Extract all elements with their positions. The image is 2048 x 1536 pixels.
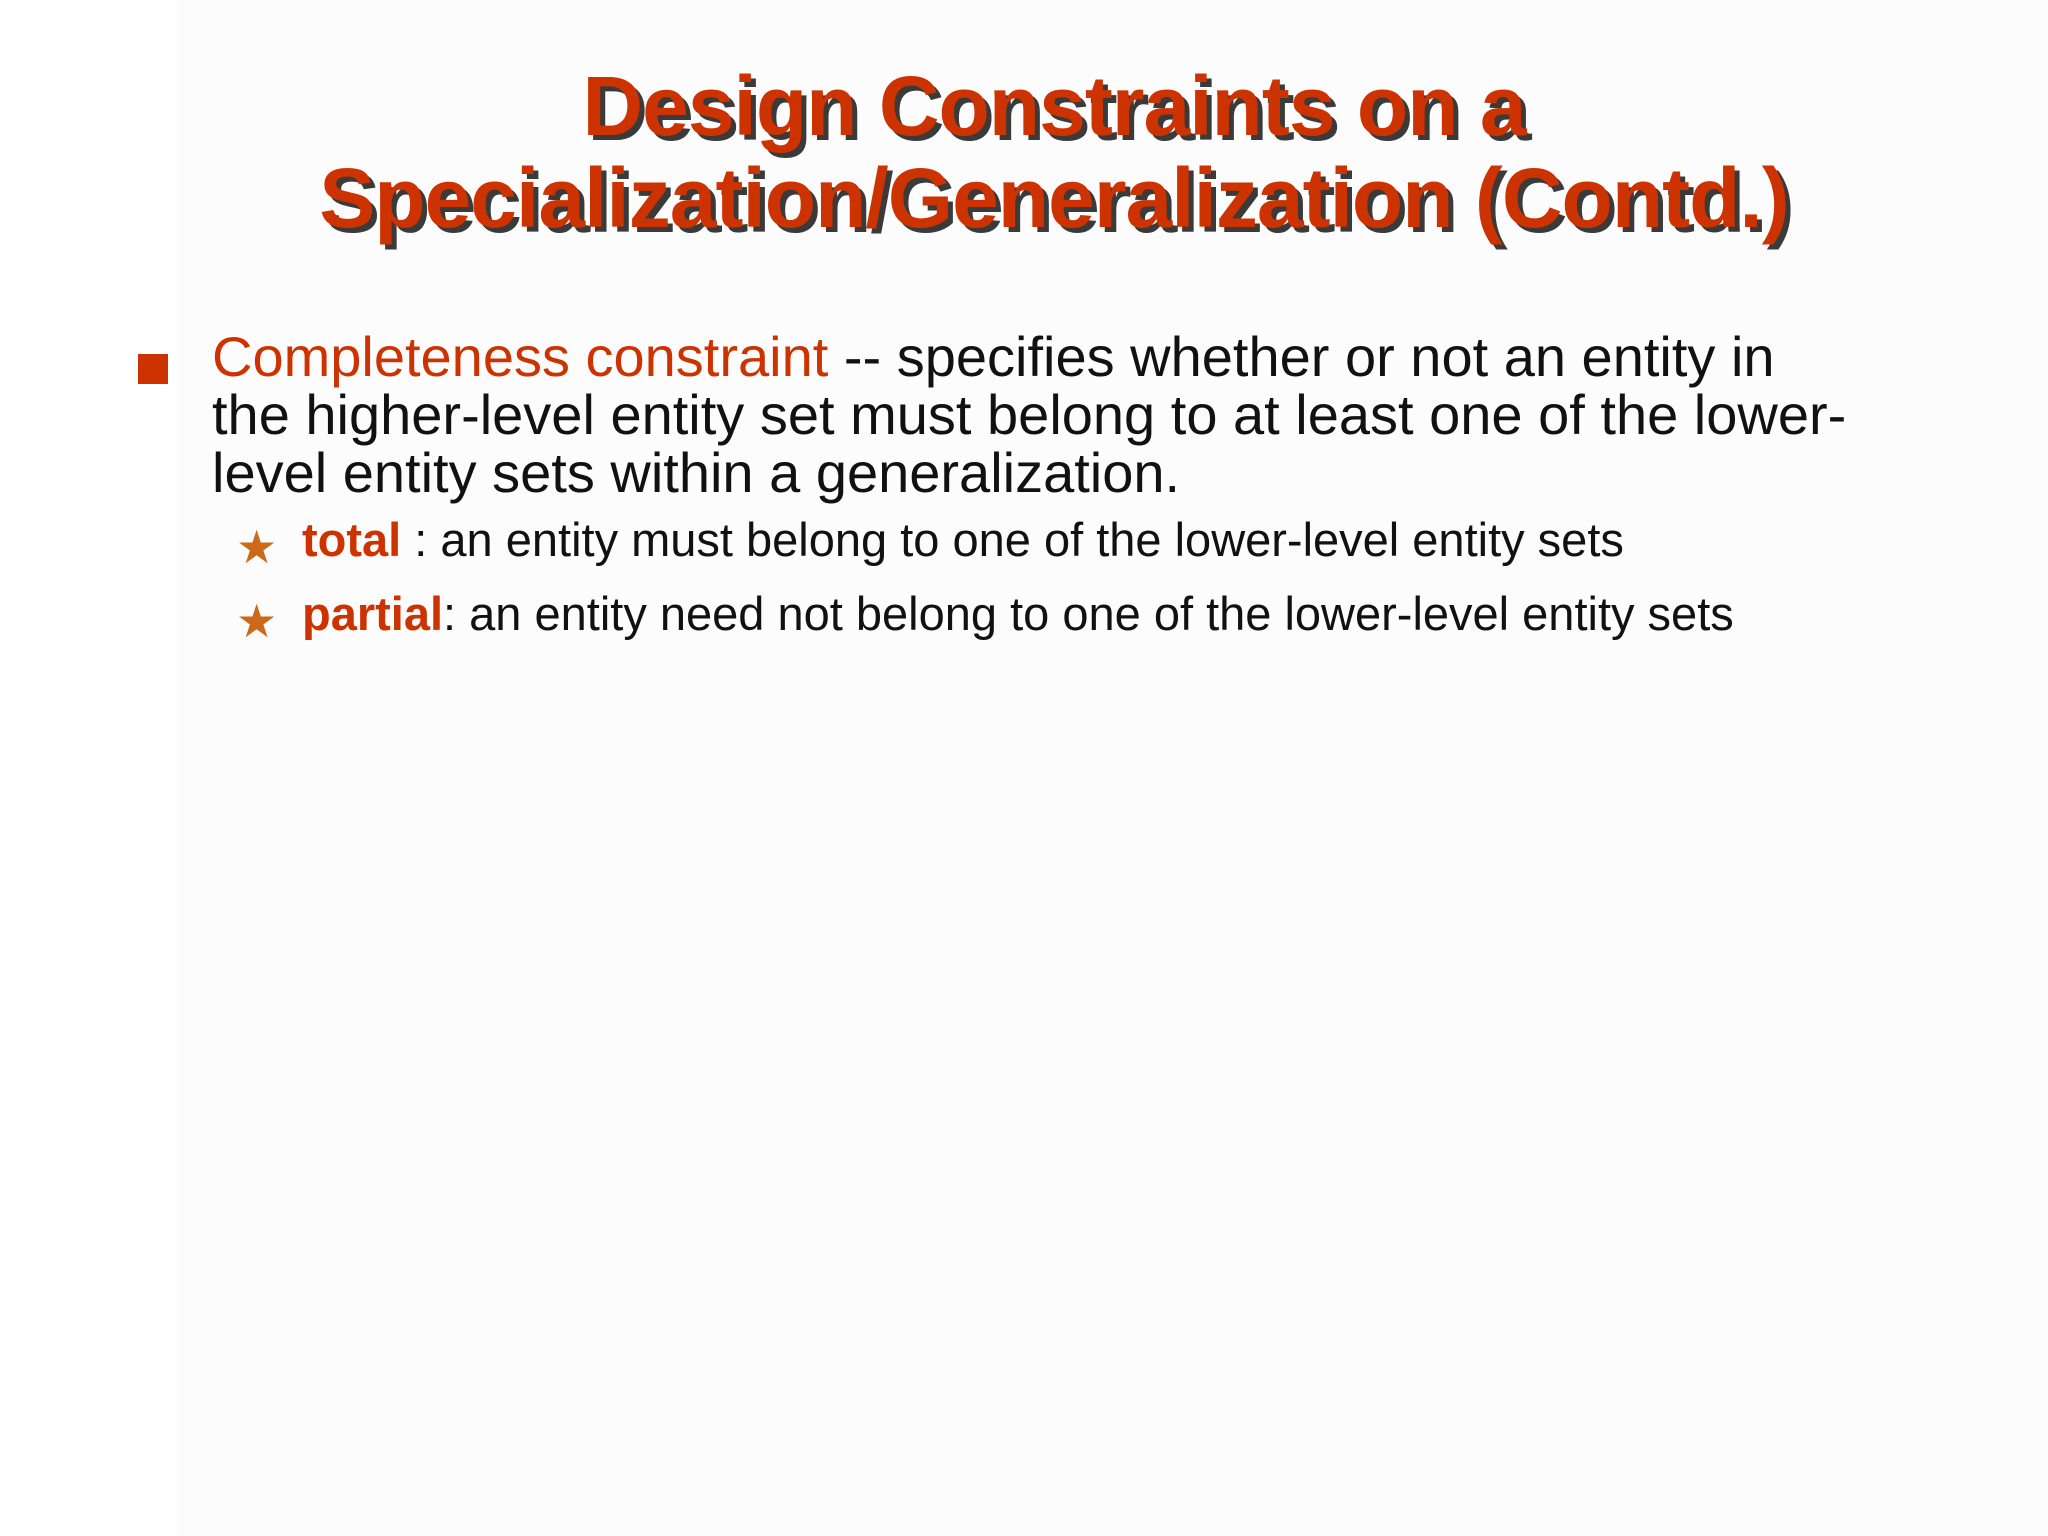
sub-bullet-total [236, 513, 1862, 574]
bullet-text: -- specifies whether or not an entity in the higher-level entity set must belong to at least one of the lower-level entity sets within a generalization. [212, 325, 1847, 504]
slide-title-line-2: Specialization/Generalization (Contd.) [319, 151, 1789, 245]
star-bullet-icon: ★ [236, 520, 278, 574]
bullet-term: Completeness constraint [212, 325, 829, 388]
slide-title-line-1: Design Constraints on a [582, 59, 1526, 153]
sub-bullet-list [212, 513, 1862, 648]
bullet-completeness-constraint [212, 325, 1862, 648]
sub-bullet-term: partial [302, 587, 444, 640]
slide-title [0, 60, 2048, 244]
bullet-list [0, 325, 2048, 662]
sub-bullet-partial [236, 587, 1862, 648]
sub-bullet-term: total [302, 513, 402, 566]
star-bullet-icon: ★ [236, 594, 278, 648]
square-bullet-icon [138, 354, 168, 384]
sub-bullet-text: : an entity need not belong to one of the lower-level entity sets [443, 587, 1734, 640]
sub-bullet-text: : an entity must belong to one of the lower-level entity sets [401, 513, 1624, 566]
